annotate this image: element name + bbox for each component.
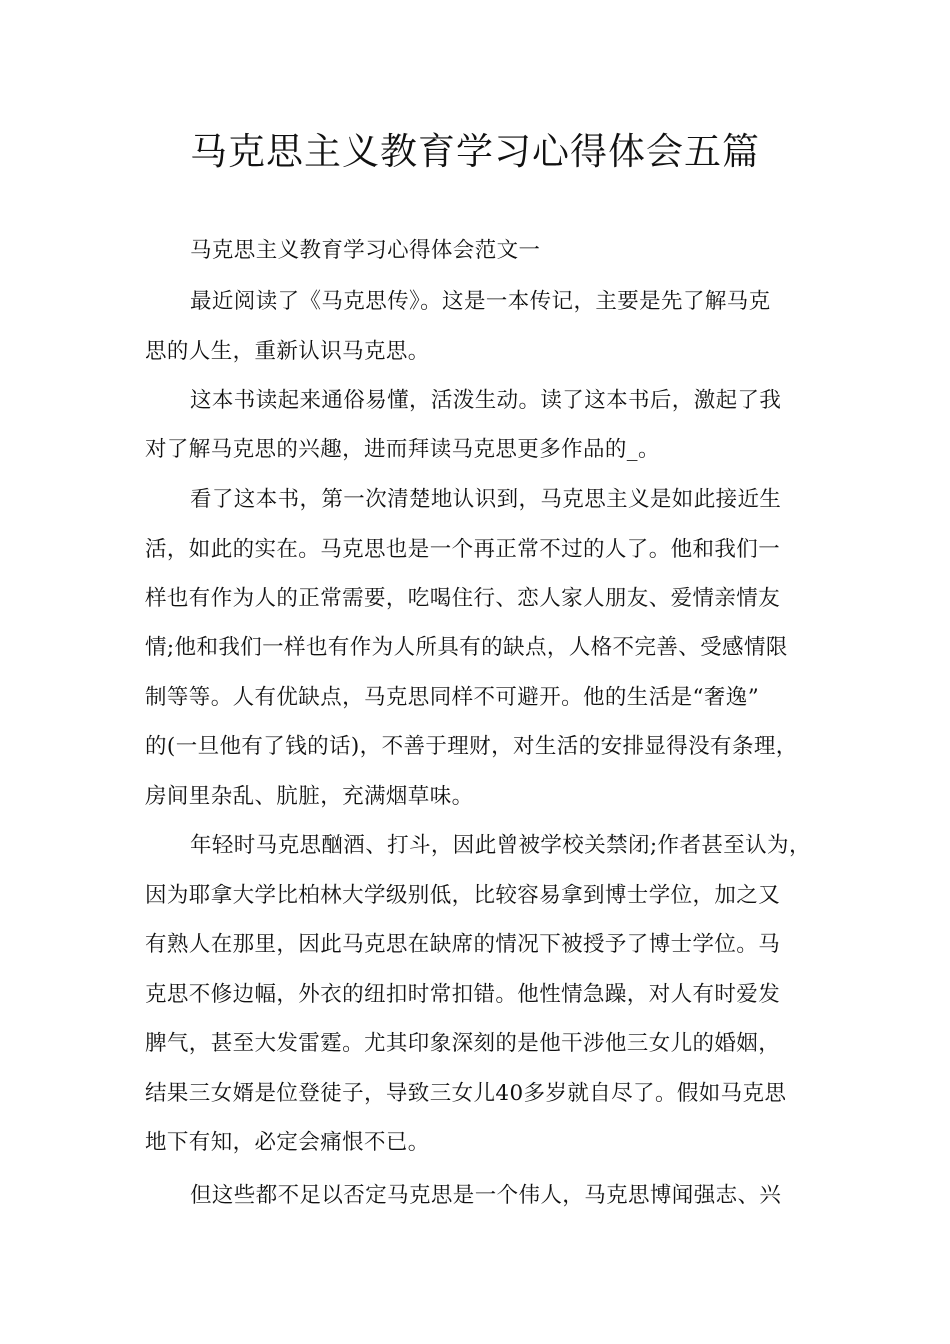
section-heading: 马克思主义教育学习心得体会范文一 (190, 238, 541, 263)
paragraph-line: 对了解马克思的兴趣，进而拜读马克思更多作品的_。 (145, 437, 660, 462)
paragraph-line: 年轻时马克思酗酒、打斗，因此曾被学校关禁闭;作者甚至认为， (190, 833, 811, 858)
paragraph-line: 有熟人在那里，因此马克思在缺席的情况下被授予了博士学位。马 (145, 932, 781, 957)
paragraph-line: 思的人生，重新认识马克思。 (145, 339, 430, 364)
paragraph-line: 地下有知，必定会痛恨不已。 (145, 1130, 430, 1155)
document-title: 马克思主义教育学习心得体会五篇 (190, 130, 760, 173)
paragraph-line: 这本书读起来通俗易懂，活泼生动。读了这本书后，激起了我 (190, 388, 782, 413)
paragraph-line: 活，如此的实在。马克思也是一个再正常不过的人了。他和我们一 (145, 537, 781, 562)
paragraph-line: 看了这本书，第一次清楚地认识到，马克思主义是如此接近生 (190, 487, 782, 512)
paragraph-line: 最近阅读了《马克思传》。这是一本传记，主要是先了解马克 (190, 289, 771, 314)
paragraph-line: 但这些都不足以否定马克思是一个伟人，马克思博闻强志、兴 (190, 1183, 782, 1208)
paragraph-line: 样也有作为人的正常需要，吃喝住行、恋人家人朋友、爱情亲情友 (145, 586, 781, 611)
paragraph-line: 房间里杂乱、肮脏，充满烟草味。 (145, 784, 474, 809)
paragraph-line: 脾气，甚至大发雷霆。尤其印象深刻的是他干涉他三女儿的婚姻， (145, 1031, 781, 1056)
paragraph-line: 因为耶拿大学比柏林大学级别低，比较容易拿到博士学位，加之又 (145, 883, 781, 908)
paragraph-line: 克思不修边幅，外衣的纽扣时常扣错。他性情急躁，对人有时爱发 (145, 982, 781, 1007)
paragraph-line: 情;他和我们一样也有作为人所具有的缺点，人格不完善、受感情限 (145, 635, 788, 660)
paragraph-line: 结果三女婿是位登徒子，导致三女儿40多岁就自尽了。假如马克思 (145, 1081, 787, 1106)
paragraph-line: 制等等。人有优缺点，马克思同样不可避开。他的生活是“奢逸” (145, 685, 760, 710)
paragraph-line: 的(一旦他有了钱的话)，不善于理财，对生活的安排显得没有条理， (145, 734, 798, 759)
